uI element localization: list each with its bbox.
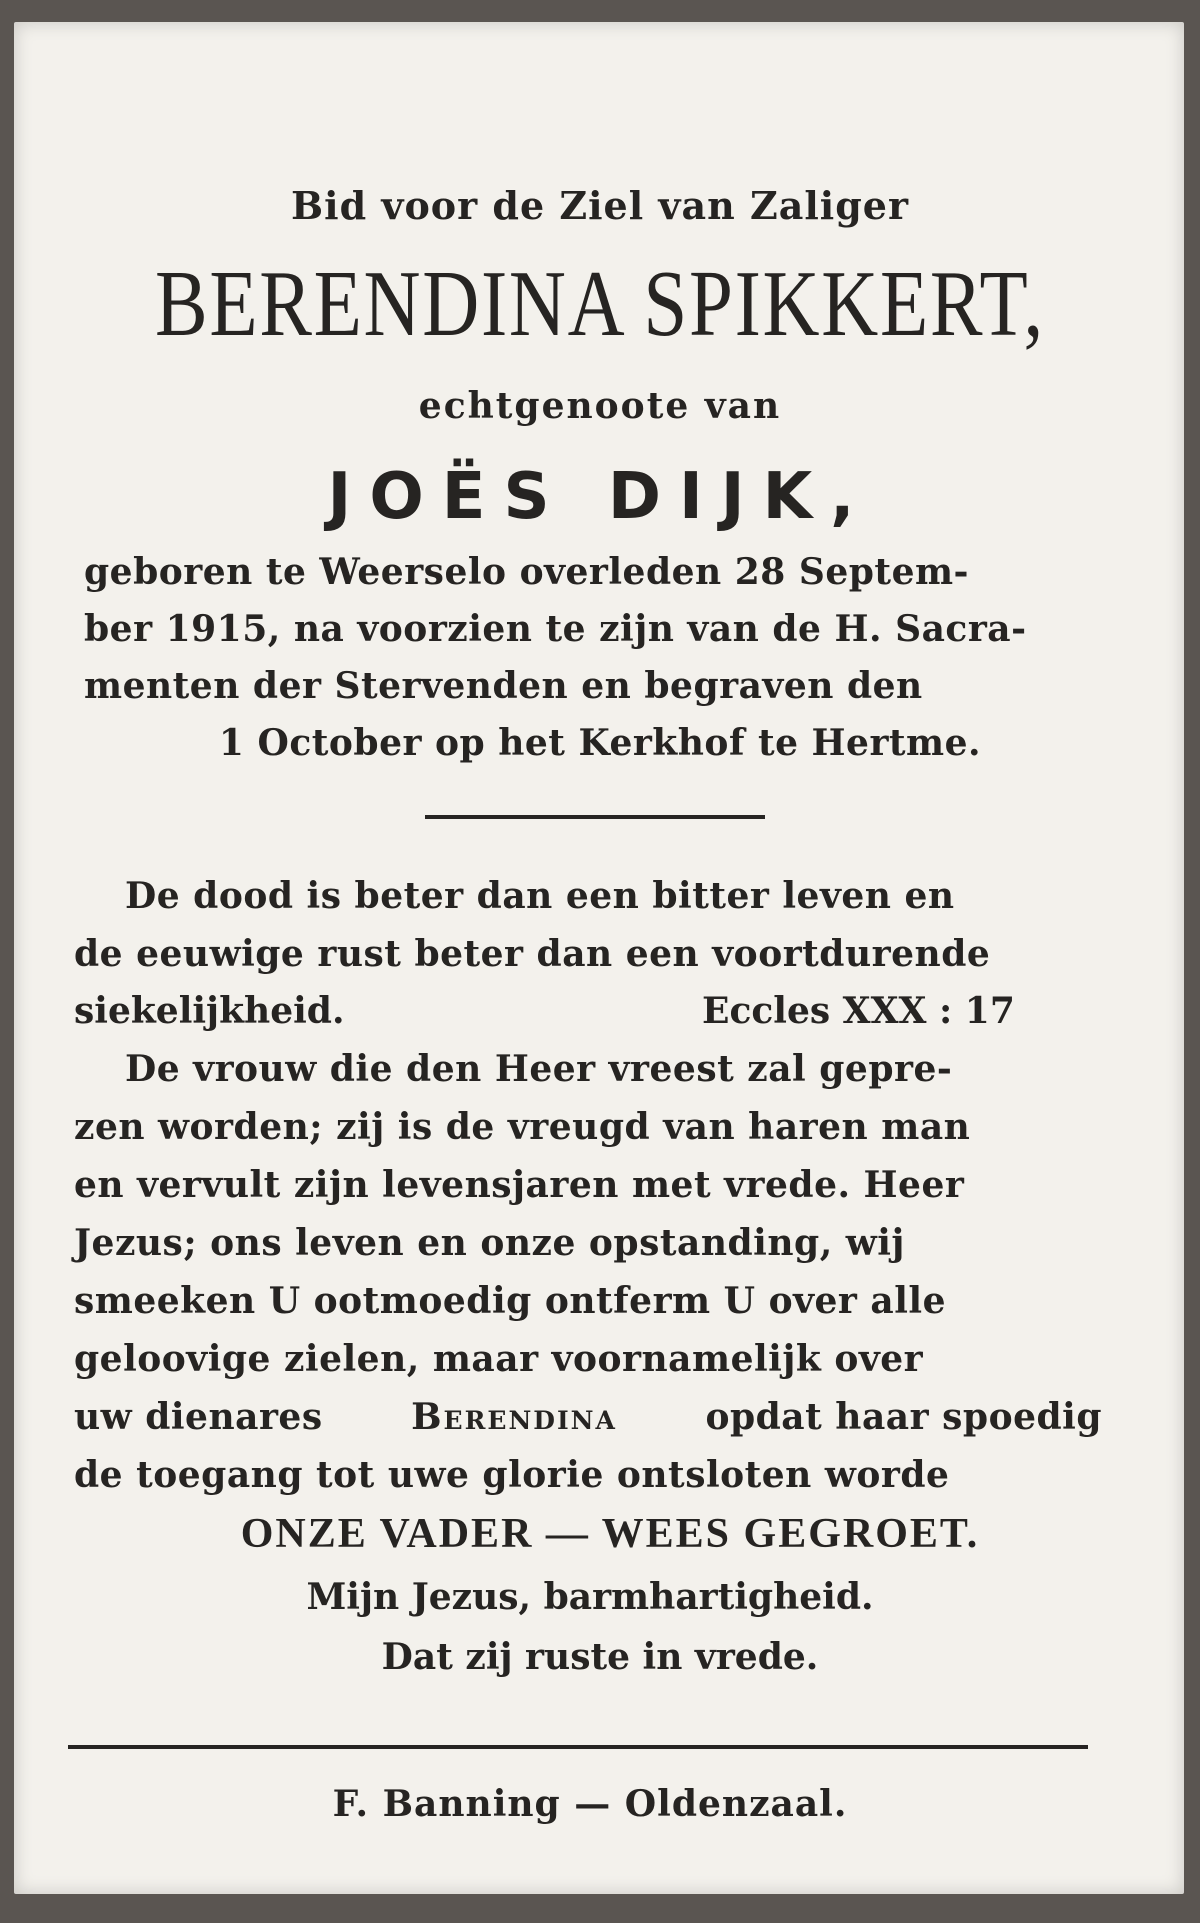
prayer-line: de toegang tot uwe glorie ontsloten worde: [74, 1454, 950, 1496]
prayer-text: uw dienares: [74, 1396, 323, 1438]
quote-line: siekelijkheid.: [74, 990, 345, 1032]
divider: [425, 815, 765, 819]
bio-line: ber 1915, na voorzien te zijn van de H. Sacra-: [84, 608, 1027, 650]
deceased-name: BERENDINA SPIKKERT,: [155, 252, 1045, 356]
relation-text: echtgenoote van: [418, 385, 782, 427]
quote-line: de eeuwige rust beter dan een voortdurende: [74, 933, 991, 975]
printer-imprint: F. Banning — Oldenzaal.: [332, 1783, 848, 1825]
prayer-line: en vervult zijn levensjaren met vrede. Heer: [74, 1164, 965, 1206]
prayer-line: [74, 1396, 1102, 1438]
closing-rest: Dat zij ruste in vrede.: [381, 1636, 819, 1678]
quote-line: De dood is beter dan een bitter leven en: [125, 875, 955, 917]
bio-line: menten der Stervenden en begraven den: [84, 665, 923, 707]
prayer-line: De vrouw die den Heer vreest zal gepre-: [125, 1048, 953, 1090]
bio-line: geboren te Weerselo overleden 28 Septem-: [84, 551, 970, 593]
quote-reference: Eccles XXX : 17: [702, 990, 1015, 1032]
prayer-line: zen worden; zij is de vreugd van haren man: [74, 1106, 971, 1148]
prayer-text: opdat haar spoedig: [705, 1396, 1102, 1438]
deceased-name-inline: Berendina: [411, 1396, 617, 1438]
prayer-line: geloovige zielen, maar voornamelijk over: [74, 1338, 924, 1380]
ejaculation: Mijn Jezus, barmhartigheid.: [306, 1576, 874, 1618]
prayer-close: ONZE VADER — WEES GEGROET.: [240, 1511, 980, 1557]
bottom-rule: [68, 1745, 1088, 1749]
heading: Bid voor de Ziel van Zaliger: [291, 183, 909, 228]
prayer-line: Jezus; ons leven en onze opstanding, wij: [74, 1222, 905, 1264]
prayer-line: smeeken U ootmoedig ontferm U over alle: [74, 1280, 947, 1322]
spouse-name: JOËS DIJK,: [327, 460, 873, 534]
bio-line: 1 October op het Kerkhof te Hertme.: [218, 722, 982, 764]
